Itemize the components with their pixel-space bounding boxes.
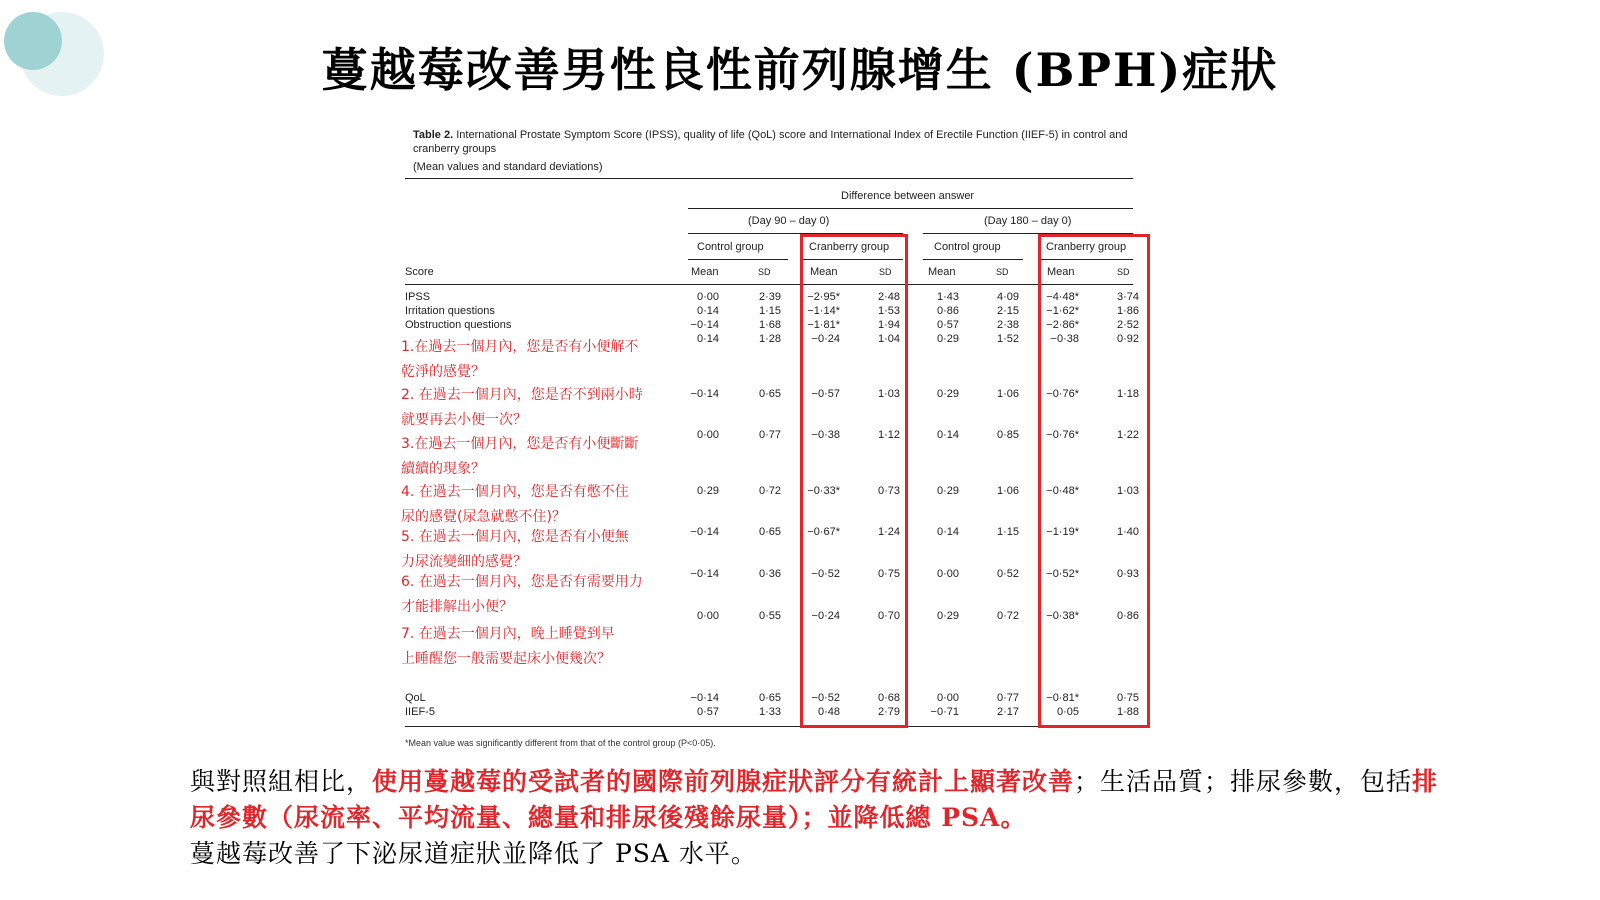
table-figure [401, 128, 1173, 758]
table-cell: 3·74 [1116, 291, 1139, 303]
header-top-rule [688, 208, 1133, 209]
table-cell: 4·09 [996, 291, 1019, 303]
table-cell: −1·81* [807, 319, 840, 331]
question-text-line: 2. 在過去一個月內，您是否不到兩小時 [401, 387, 643, 403]
table-cell: −0·38* [1046, 610, 1079, 622]
table-cell: −2·86* [1046, 319, 1079, 331]
table-cell: 0·65 [758, 526, 781, 538]
table-cell: 0·86 [1116, 610, 1139, 622]
col-sd-1: SD [758, 267, 771, 277]
group-cranberry-1: Cranberry group [809, 241, 890, 253]
col-mean-3: Mean [928, 266, 956, 278]
table-cell: 1·22 [1116, 429, 1139, 441]
table-cell: 1·94 [877, 319, 900, 331]
table-cell: 0·14 [936, 526, 959, 538]
highlight-box-day90-cranberry [800, 234, 908, 728]
highlight-box-day180-cranberry [1038, 234, 1150, 728]
table-footnote: *Mean value was significantly different from that of the control group (P<0·05). [405, 738, 716, 748]
caption-label: Table 2. [413, 129, 454, 141]
table-cell: −0·52* [1046, 568, 1079, 580]
table-cell: 1·28 [758, 333, 781, 345]
table-cell: 0·85 [996, 429, 1019, 441]
question-text-line: 續續的現象？ [401, 461, 485, 477]
table-cell: 0·29 [936, 333, 959, 345]
table-cell: −0·38 [1050, 333, 1079, 345]
table-cell: 1·03 [1116, 485, 1139, 497]
table-cell: 2·52 [1116, 319, 1139, 331]
table-cell: −1·19* [1046, 526, 1079, 538]
table-cell: 2·17 [996, 706, 1019, 718]
row-label: Irritation questions [405, 305, 495, 317]
table-cell: −0·24 [811, 610, 840, 622]
table-cell: −0·38 [811, 429, 840, 441]
table-cell: 0·72 [996, 610, 1019, 622]
group-rule-3 [923, 259, 1023, 260]
table-cell: 0·92 [1116, 333, 1139, 345]
col-mean-4: Mean [1047, 266, 1075, 278]
question-text-line: 力尿流變細的感覺？ [401, 554, 527, 570]
table-cell: −4·48* [1046, 291, 1079, 303]
summary-part-c: ；生活品質；排尿參數，包括 [1074, 767, 1413, 796]
row-label: IPSS [405, 291, 431, 303]
table-cell: 1·12 [877, 429, 900, 441]
table-cell: 1·53 [877, 305, 900, 317]
table-cell: −0·14 [690, 526, 719, 538]
table-cell: 1·88 [1116, 706, 1139, 718]
table-cell: 0·75 [877, 568, 900, 580]
table-cell: 0·93 [1116, 568, 1139, 580]
summary-highlight-urination: 排尿參數（尿流率、平均流量、總量和排尿後殘餘尿量）；並降低總 PSA。 [190, 767, 1439, 832]
col-score: Score [405, 266, 434, 278]
top-rule [405, 178, 1133, 179]
col-sd-3: SD [996, 267, 1009, 277]
table-caption [413, 128, 1173, 156]
table-cell: −0·14 [690, 568, 719, 580]
summary-highlight-ipss: 使用蔓越莓的受試者的國際前列腺症狀評分有統計上顯著改善 [372, 767, 1075, 796]
table-cell: 0·29 [936, 610, 959, 622]
table-cell: 1·86 [1116, 305, 1139, 317]
table-cell: −0·52 [811, 692, 840, 704]
table-cell: 0·29 [936, 388, 959, 400]
row-label: Obstruction questions [405, 319, 512, 331]
table-cell: 0·65 [758, 388, 781, 400]
table-cell: 0·65 [758, 692, 781, 704]
question-text-line: 上睡醒您一般需要起床小便幾次？ [401, 651, 611, 667]
table-cell: 0·73 [877, 485, 900, 497]
table-cell: 2·48 [877, 291, 900, 303]
question-text-line: 6. 在過去一個月內，您是否有需要用力 [401, 574, 643, 590]
table-cell: 1·68 [758, 319, 781, 331]
group-rule-1 [688, 259, 788, 260]
col-sd-2: SD [879, 267, 892, 277]
table-cell: 1·15 [758, 305, 781, 317]
header-bottom-rule [405, 284, 1133, 285]
table-cell: 1·33 [758, 706, 781, 718]
question-text-line: 1.在過去一個月內，您是否有小便解不 [401, 339, 639, 355]
table-cell: −0·76* [1046, 388, 1079, 400]
question-text-line: 尿的感覺(尿急就憋不住)？ [401, 509, 566, 525]
table-cell: 0·00 [936, 692, 959, 704]
table-cell: 1·24 [877, 526, 900, 538]
table-cell: −1·62* [1046, 305, 1079, 317]
table-cell: 0·55 [758, 610, 781, 622]
table-cell: 1·52 [996, 333, 1019, 345]
period-1: (Day 90 – day 0) [748, 215, 830, 227]
table-cell: −0·14 [690, 388, 719, 400]
table-cell: −2·95* [807, 291, 840, 303]
table-cell: 2·39 [758, 291, 781, 303]
table-cell: −0·76* [1046, 429, 1079, 441]
table-cell: 2·79 [877, 706, 900, 718]
question-text-line: 才能排解出小便？ [401, 599, 513, 615]
table-cell: 0·70 [877, 610, 900, 622]
table-cell: 0·75 [1116, 692, 1139, 704]
group-control-2: Control group [934, 241, 1001, 253]
header-top: Difference between answer [841, 190, 975, 202]
table-cell: 0·00 [936, 568, 959, 580]
table-cell: −0·52 [811, 568, 840, 580]
col-mean-1: Mean [691, 266, 719, 278]
col-sd-4: SD [1117, 267, 1130, 277]
summary-text [190, 764, 1450, 872]
bottom-rule [405, 726, 1133, 727]
table-cell: 0·72 [758, 485, 781, 497]
table-cell: 1·04 [877, 333, 900, 345]
table-cell: 0·14 [936, 429, 959, 441]
question-text-line: 5. 在過去一個月內，您是否有小便無 [401, 529, 629, 545]
table-cell: −0·14 [690, 319, 719, 331]
table-cell: −0·24 [811, 333, 840, 345]
table-cell: 0·29 [696, 485, 719, 497]
table-cell: 0·52 [996, 568, 1019, 580]
table-cell: 1·40 [1116, 526, 1139, 538]
table-cell: 1·15 [996, 526, 1019, 538]
row-label: IIEF-5 [405, 706, 435, 718]
row-label: QoL [405, 692, 426, 704]
table-cell: −0·67* [807, 526, 840, 538]
group-cranberry-2: Cranberry group [1046, 241, 1127, 253]
table-cell: 0·14 [696, 305, 719, 317]
table-cell: −1·14* [807, 305, 840, 317]
table-cell: 2·38 [996, 319, 1019, 331]
question-text-line: 乾淨的感覺？ [401, 364, 485, 380]
table-cell: −0·81* [1046, 692, 1079, 704]
col-mean-2: Mean [810, 266, 838, 278]
table-cell: 1·43 [936, 291, 959, 303]
table-cell: 0·36 [758, 568, 781, 580]
table-cell: −0·71 [930, 706, 959, 718]
question-text-line: 就要再去小便一次？ [401, 412, 527, 428]
slide-title: 蔓越莓改善男性良性前列腺增生 (BPH)症狀 [321, 43, 1279, 97]
table-cell: 0·57 [696, 706, 719, 718]
caption-text: International Prostate Symptom Score (IPSS), quality of life (QoL) score and International Index of Erectile Function (IIEF-5) in control and cranberry groups [413, 129, 1128, 155]
table-cell: 0·05 [1056, 706, 1079, 718]
table-cell: 0·77 [758, 429, 781, 441]
table-cell: 0·68 [877, 692, 900, 704]
question-text-line: 4. 在過去一個月內，您是否有憋不住 [401, 484, 629, 500]
table-cell: −0·33* [807, 485, 840, 497]
table-cell: 0·00 [696, 610, 719, 622]
table-cell: 0·29 [936, 485, 959, 497]
table-cell: 0·77 [996, 692, 1019, 704]
summary-paragraph-1 [190, 764, 1450, 836]
table-cell: 1·06 [996, 485, 1019, 497]
summary-part-a: 與對照組相比， [190, 767, 373, 796]
table-cell: 0·86 [936, 305, 959, 317]
table-cell: −0·57 [811, 388, 840, 400]
table-cell: 1·03 [877, 388, 900, 400]
table-subcaption: (Mean values and standard deviations) [413, 161, 603, 173]
period-2: (Day 180 – day 0) [984, 215, 1072, 227]
table-cell: 0·00 [696, 291, 719, 303]
table-cell: −0·14 [690, 692, 719, 704]
question-text-line: 3.在過去一個月內，您是否有小便斷斷 [401, 436, 639, 452]
table-cell: 0·57 [936, 319, 959, 331]
table-cell: 1·18 [1116, 388, 1139, 400]
question-text-line: 7. 在過去一個月內，晚上睡覺到早 [401, 626, 615, 642]
table-cell: −0·48* [1046, 485, 1079, 497]
table-cell: 2·15 [996, 305, 1019, 317]
table-cell: 1·06 [996, 388, 1019, 400]
decorative-circle-teal [4, 12, 62, 70]
summary-paragraph-2: 蔓越莓改善了下泌尿道症狀並降低了 PSA 水平。 [190, 839, 757, 868]
table-cell: 0·48 [817, 706, 840, 718]
table-cell: 0·14 [696, 333, 719, 345]
group-control-1: Control group [697, 241, 764, 253]
table-cell: 0·00 [696, 429, 719, 441]
